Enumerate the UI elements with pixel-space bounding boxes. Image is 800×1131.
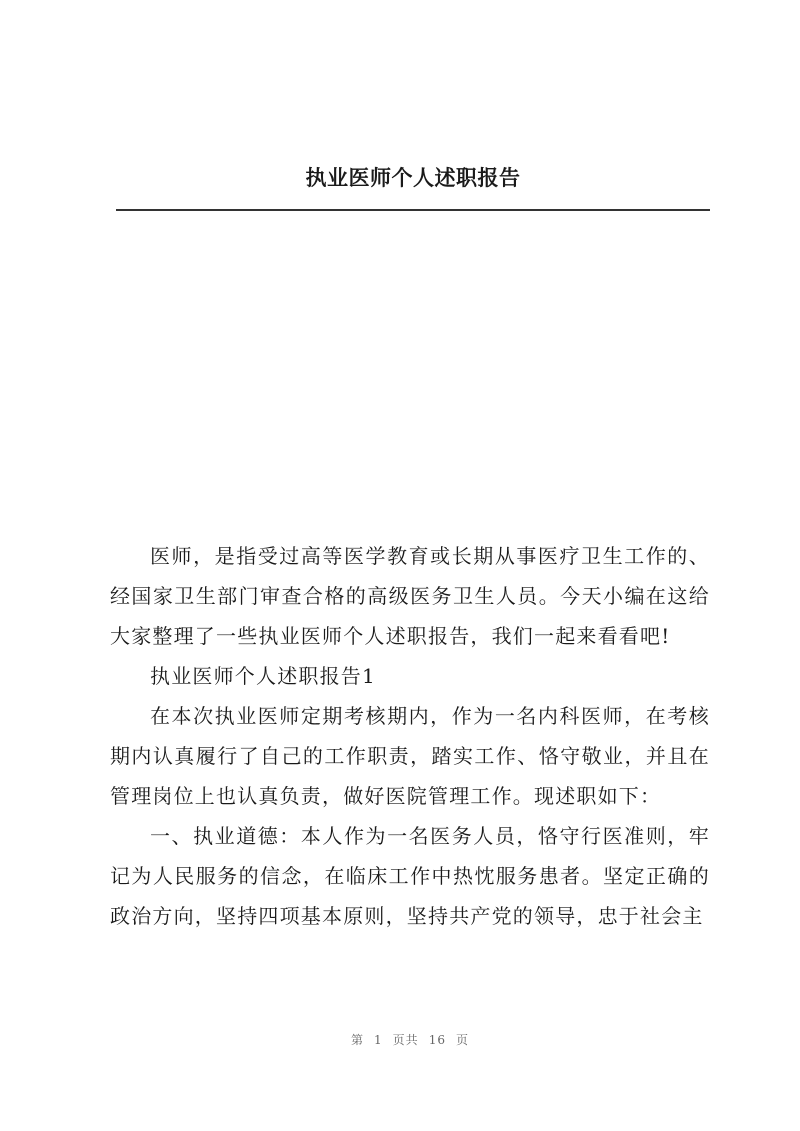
body-paragraph: 一、执业道德：本人作为一名医务人员，恪守行医准则，牢记为人民服务的信念，在临床工作中热忱服务患者。坚定正确的政治方向，坚持四项基本原则，坚持共产党的领导，忠于社会主 bbox=[110, 824, 710, 928]
section-heading: 执业医师个人述职报告1 bbox=[150, 664, 376, 688]
body-paragraph: 在本次执业医师定期考核期内，作为一名内科医师，在考核期内认真履行了自己的工作职责，踏实工作、恪守敬业，并且在管理岗位上也认真负责，做好医院管理工作。现述职如下： bbox=[110, 704, 710, 808]
title-underline-rule bbox=[116, 209, 710, 211]
footer-total-pages: 16 bbox=[428, 1033, 446, 1047]
footer-suffix: 页 bbox=[455, 1033, 469, 1047]
document-body bbox=[110, 536, 710, 936]
footer-middle: 页共 bbox=[392, 1033, 419, 1047]
page-footer bbox=[0, 1031, 800, 1048]
document-title: 执业医师个人述职报告 bbox=[305, 165, 521, 190]
footer-prefix: 第 bbox=[351, 1033, 365, 1047]
footer-page-number: 1 bbox=[374, 1033, 383, 1047]
intro-paragraph: 医师，是指受过高等医学教育或长期从事医疗卫生工作的、经国家卫生部门审查合格的高级医务卫生人员。今天小编在这给大家整理了一些执业医师个人述职报告，我们一起来看看吧! bbox=[110, 544, 710, 648]
